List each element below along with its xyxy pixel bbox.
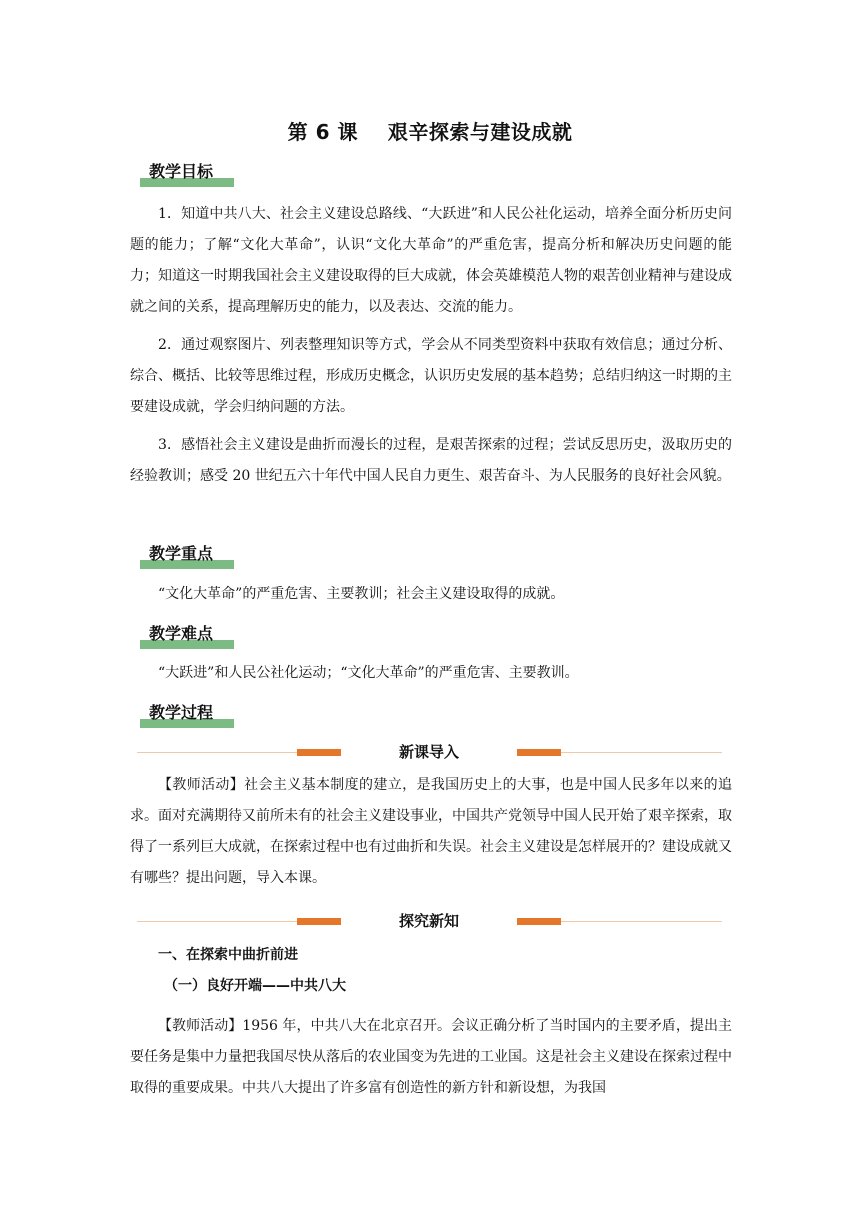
objective-paragraph-1: 1．知道中共八大、社会主义建设总路线、“大跃进”和人民公社化运动，培养全面分析历史问题的能力；了解“文化大革命”，认识“文化大革命”的严重危害，提高分析和解决历史问题的能力；知道这一时期我国社会主义建设取得的巨大成就，体会英雄模范人物的艰苦创业精神与建设成就之间的关系，提高理解历史的能力，以及表达、交流的能力。 xyxy=(130,206,732,315)
lesson-paragraph: 【教师活动】1956 年，中共八大在北京召开。会议正确分析了当时国内的主要矛盾，提出主要任务是集中力量把我国尽快从落后的农业国变为先进的工业国。这是社会主义建设在探索过程中取得的重要成果。中共八大提出了许多富有创造性的新方针和新设想，为我国 xyxy=(130,1018,732,1096)
divider-label: 新课导入 xyxy=(341,741,517,763)
section-label-text: 教学目标 xyxy=(149,162,214,181)
intro-paragraph: 【教师活动】社会主义基本制度的建立，是我国历史上的大事，也是中国人民多年以来的追求。面对充满期待又前所未有的社会主义建设事业，中国共产党领导中国人民开始了艰辛探索，取得了一系列巨大成就，在探索过程中也有过曲折和失误。社会主义建设是怎样展开的？建设成就又有哪些？提出问题，导入本课。 xyxy=(130,777,732,886)
section-label-difficulties xyxy=(140,623,234,649)
section-label-text: 教学难点 xyxy=(149,624,214,643)
divider-label: 探究新知 xyxy=(341,910,517,932)
divider-intro xyxy=(137,741,722,765)
objective-paragraph-3: 3．感悟社会主义建设是曲折而漫长的过程，是艰苦探索的过程；尝试反思历史，汲取历史的经验教训；感受 20 世纪五六十年代中国人民自力更生、艰苦奋斗、为人民服务的良好社会风貌。 xyxy=(130,437,732,484)
divider-explore xyxy=(137,910,722,934)
divider-tab-left xyxy=(297,749,341,756)
section-label-objectives xyxy=(140,161,234,187)
section-label-process xyxy=(140,702,234,728)
section-label-text: 教学过程 xyxy=(149,703,214,722)
difficulties-text: “大跃进”和人民公社化运动；“文化大革命”的严重危害、主要教训。 xyxy=(158,665,579,681)
divider-tab-left xyxy=(297,918,341,925)
heading-level-1: 一、在探索中曲折前进 xyxy=(158,947,298,963)
objective-paragraph-2: 2．通过观察图片、列表整理知识等方式，学会从不同类型资料中获取有效信息；通过分析、综合、概括、比较等思维过程，形成历史概念，认识历史发展的基本趋势；总结归纳这一时期的主要建设成就，学会归纳问题的方法。 xyxy=(130,337,732,415)
divider-tab-right xyxy=(517,918,561,925)
section-label-key-points xyxy=(140,543,234,569)
lesson-title: 第 6 课 艰辛探索与建设成就 xyxy=(287,120,573,144)
divider-tab-right xyxy=(517,749,561,756)
heading-level-2: （一）良好开端——中共八大 xyxy=(164,978,346,994)
section-label-text: 教学重点 xyxy=(149,544,214,563)
key-points-text: “文化大革命”的严重危害、主要教训；社会主义建设取得的成就。 xyxy=(158,586,565,602)
